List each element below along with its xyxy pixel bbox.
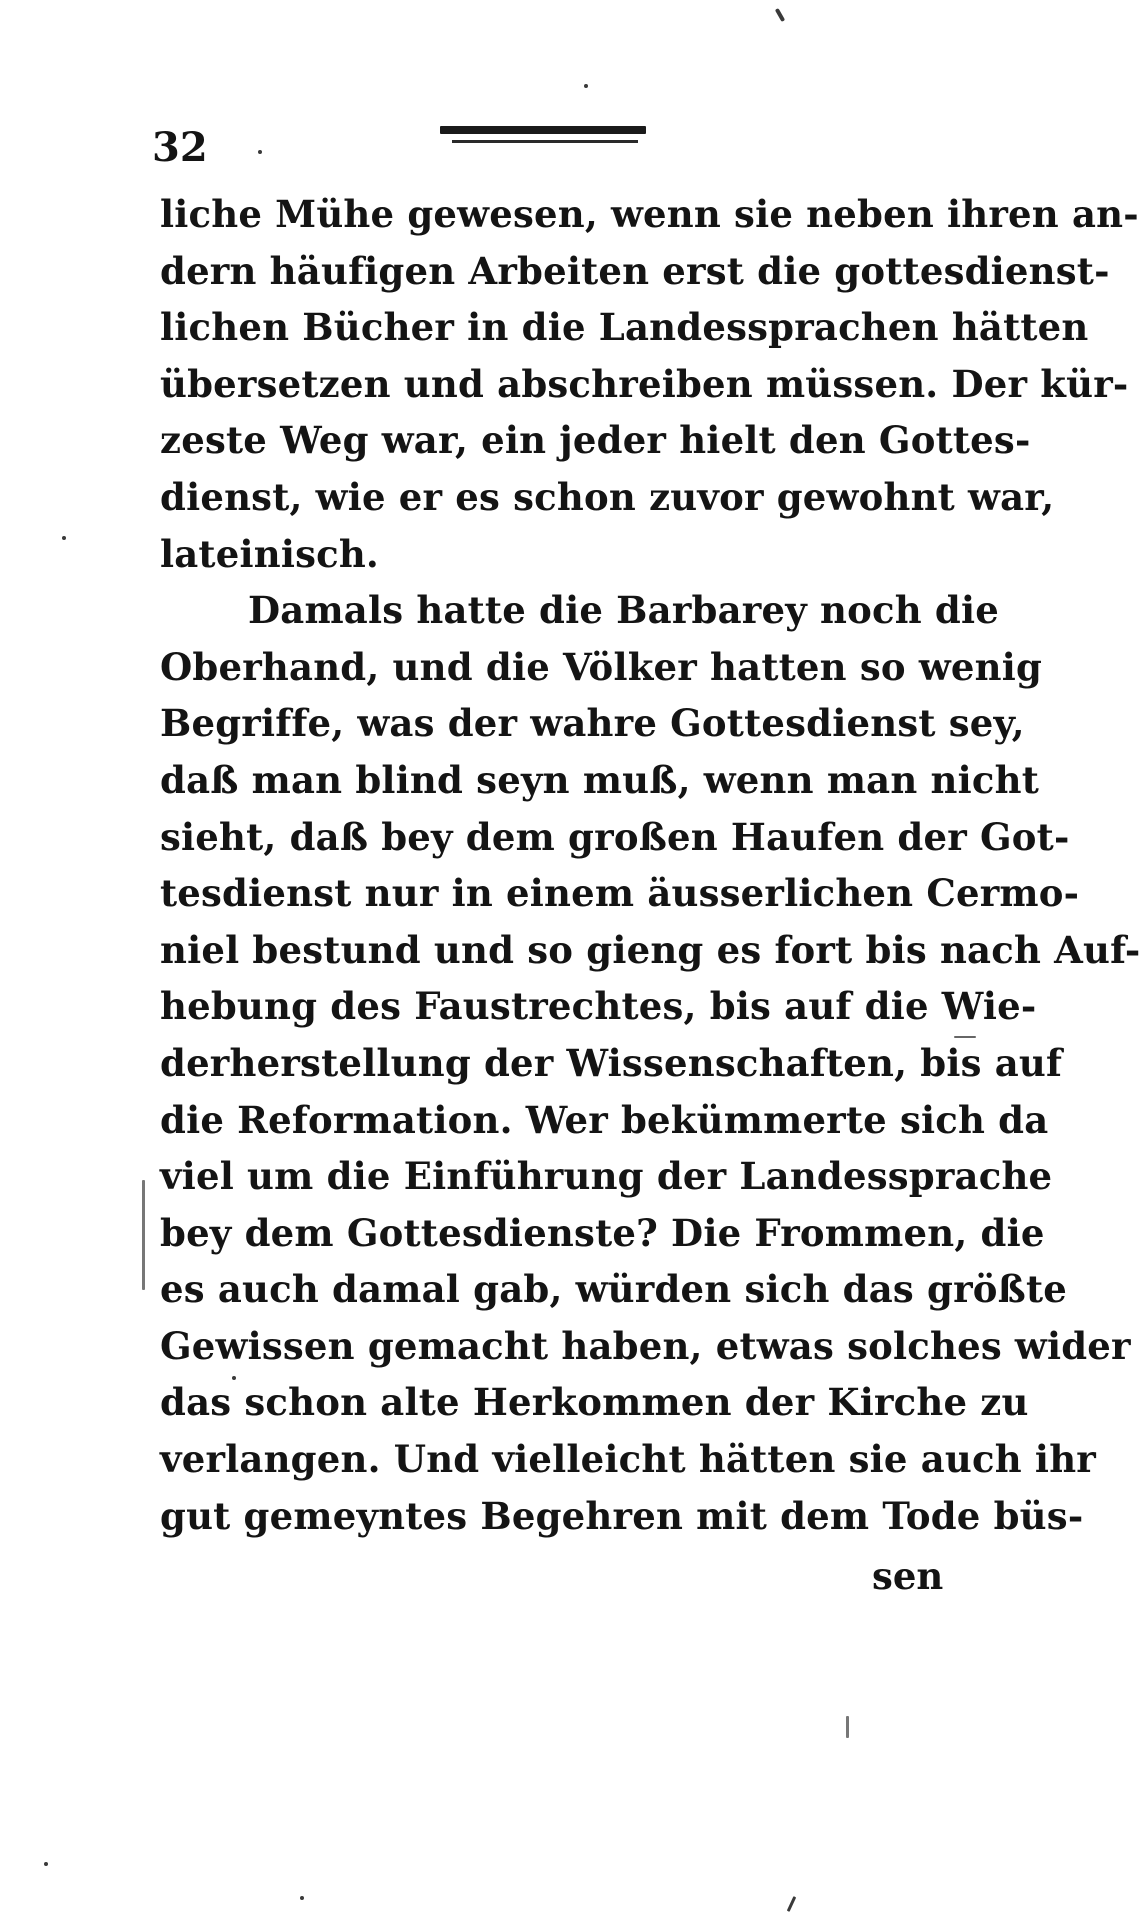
scan-speck bbox=[584, 84, 588, 88]
text-line: sieht, daß bey dem großen Haufen der Got- bbox=[160, 814, 1070, 859]
scan-speck bbox=[954, 1036, 976, 1038]
text-line: niel bestund und so gieng es fort bis nach Auf- bbox=[160, 927, 1141, 972]
scan-speck bbox=[232, 1376, 236, 1380]
body-text bbox=[160, 186, 1141, 1544]
text-line: tesdienst nur in einem äusserlichen Cermo- bbox=[160, 871, 1080, 916]
text-line: daß man blind seyn muß, wenn man nicht bbox=[160, 757, 1040, 802]
text-line: übersetzen und abschreiben müssen. Der kür- bbox=[160, 361, 1129, 406]
scan-speck bbox=[62, 536, 66, 540]
text-line: es auch damal gab, würden sich das größte bbox=[160, 1267, 1068, 1312]
scan-speck bbox=[787, 1896, 796, 1912]
text-line: liche Mühe gewesen, wenn sie neben ihren an- bbox=[160, 192, 1139, 236]
text-line: Damals hatte die Barbarey noch die bbox=[248, 588, 999, 633]
scan-speck bbox=[44, 1862, 48, 1866]
text-line: verlangen. Und vielleicht hätten sie auch ihr bbox=[160, 1437, 1096, 1482]
text-line: dienst, wie er es schon zuvor gewohnt war, bbox=[160, 474, 1055, 519]
scan-speck bbox=[775, 8, 785, 22]
header-rule bbox=[440, 126, 646, 134]
page-number: 32 bbox=[152, 124, 208, 171]
header-rule-thin bbox=[452, 140, 638, 143]
text-line: das schon alte Herkommen der Kirche zu bbox=[160, 1380, 1029, 1425]
scan-speck bbox=[258, 150, 262, 154]
text-line: bey dem Gottesdienste? Die Frommen, die bbox=[160, 1210, 1045, 1255]
scan-speck bbox=[142, 1180, 145, 1290]
text-line: Gewissen gemacht haben, etwas solches wider bbox=[160, 1323, 1131, 1368]
text-line: lateinisch. bbox=[160, 531, 380, 576]
catchword: sen bbox=[872, 1554, 944, 1598]
text-line: Oberhand, und die Völker hatten so wenig bbox=[160, 644, 1043, 689]
text-line: dern häufigen Arbeiten erst die gottesdienst- bbox=[160, 248, 1110, 293]
text-line: lichen Bücher in die Landessprachen hätten bbox=[160, 305, 1089, 350]
text-line: viel um die Einführung der Landessprache bbox=[160, 1154, 1053, 1199]
text-line: derherstellung der Wissenschaften, bis auf bbox=[160, 1040, 1063, 1085]
text-line: die Reformation. Wer bekümmerte sich da bbox=[160, 1097, 1049, 1142]
text-line: zeste Weg war, ein jeder hielt den Gottes- bbox=[160, 418, 1031, 463]
text-line: hebung des Faustrechtes, bis auf die Wie- bbox=[160, 984, 1037, 1029]
scan-speck bbox=[300, 1896, 304, 1900]
text-line: Begriffe, was der wahre Gottesdienst sey, bbox=[160, 701, 1025, 746]
scan-speck bbox=[846, 1716, 849, 1738]
text-line: gut gemeyntes Begehren mit dem Tode büs- bbox=[160, 1493, 1084, 1538]
